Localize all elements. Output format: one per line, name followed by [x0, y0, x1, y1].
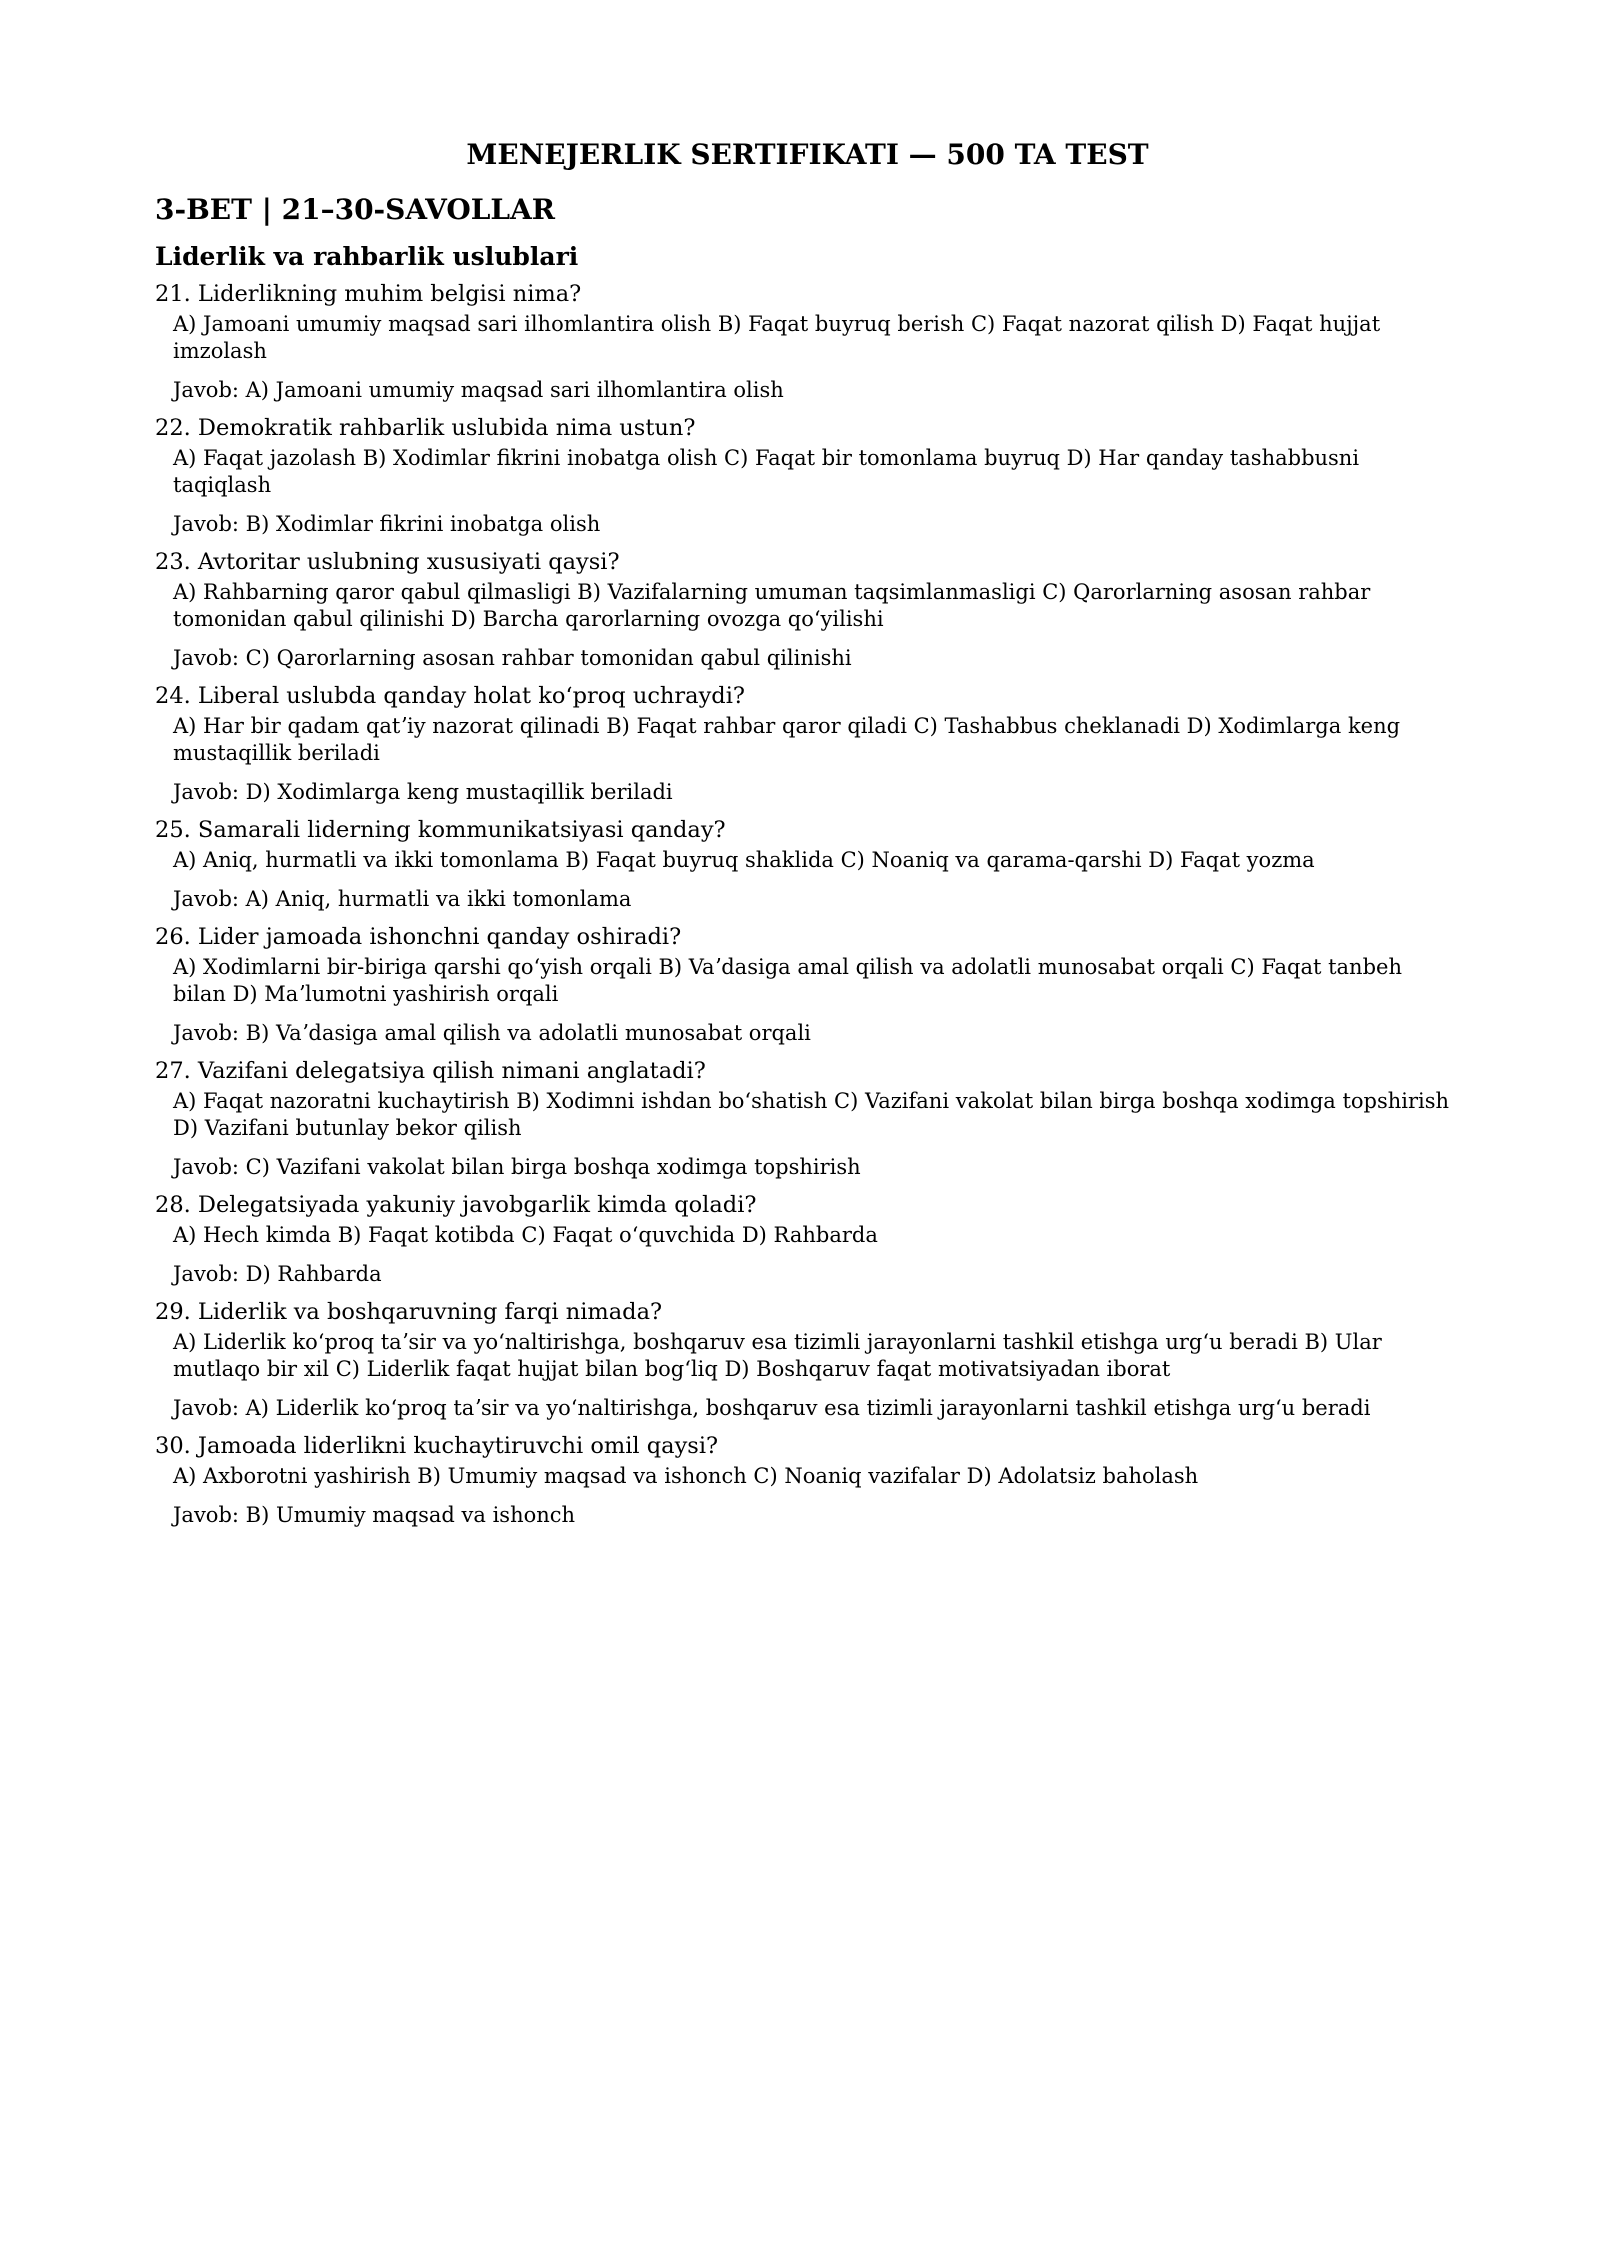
question-options: A) Har bir qadam qatʼiy nazorat qilinadi B) Faqat rahbar qaror qiladi C) Tashabbus cheklanadi D) Xodimlarga keng mustaqillik beriladi	[173, 714, 1401, 765]
document-title: MENEJERLIK SERTIFIKATI — 500 TA TEST	[466, 138, 1149, 171]
question-25	[155, 816, 1460, 913]
question-answer: Javob: C) Qarorlarning asosan rahbar tomonidan qabul qilinishi	[173, 646, 852, 670]
question-options: A) Jamoani umumiy maqsad sari ilhomlantira olish B) Faqat buyruq berish C) Faqat nazorat qilish D) Faqat hujjat imzolash	[173, 312, 1381, 363]
question-options: A) Faqat nazoratni kuchaytirish B) Xodimni ishdan boʻshatish C) Vazifani vakolat bilan birga boshqa xodimga topshirish D) Vazifani butunlay bekor qilish	[173, 1089, 1450, 1140]
question-answer: Javob: B) Vaʼdasiga amal qilish va adolatli munosabat orqali	[173, 1021, 811, 1045]
question-30	[155, 1432, 1460, 1529]
question-24	[155, 682, 1460, 806]
question-answer: Javob: B) Xodimlar fikrini inobatga olish	[173, 512, 601, 536]
question-options: A) Hech kimda B) Faqat kotibda C) Faqat oʻquvchida D) Rahbarda	[173, 1223, 878, 1247]
question-answer: Javob: D) Rahbarda	[173, 1262, 382, 1286]
question-options: A) Aniq, hurmatli va ikki tomonlama B) Faqat buyruq shaklida C) Noaniq va qarama-qarshi D) Faqat yozma	[173, 848, 1315, 872]
question-answer: Javob: A) Aniq, hurmatli va ikki tomonlama	[173, 887, 632, 911]
question-answer: Javob: A) Liderlik koʻproq taʼsir va yoʻnaltirishga, boshqaruv esa tizimli jarayonlarni tashkil etishga urgʻu beradi	[173, 1396, 1371, 1420]
topic-title: Liderlik va rahbarlik uslublari	[155, 242, 579, 271]
question-options: A) Faqat jazolash B) Xodimlar fikrini inobatga olish C) Faqat bir tomonlama buyruq D) Har qanday tashabbusni taqiqlash	[173, 446, 1360, 497]
question-text: 22. Demokratik rahbarlik uslubida nima ustun?	[155, 415, 696, 441]
document-page	[155, 138, 1460, 1539]
question-answer: Javob: C) Vazifani vakolat bilan birga boshqa xodimga topshirish	[173, 1155, 861, 1179]
question-22	[155, 414, 1460, 538]
question-options: A) Xodimlarni bir-biriga qarshi qoʻyish orqali B) Vaʼdasiga amal qilish va adolatli munosabat orqali C) Faqat tanbeh bilan D) Maʼlumotni yashirish orqali	[173, 955, 1402, 1006]
question-28	[155, 1191, 1460, 1288]
question-text: 23. Avtoritar uslubning xususiyati qaysi?	[155, 549, 620, 575]
question-options: A) Axborotni yashirish B) Umumiy maqsad va ishonch C) Noaniq vazifalar D) Adolatsiz baholash	[173, 1464, 1199, 1488]
question-text: 21. Liderlikning muhim belgisi nima?	[155, 281, 582, 307]
question-27	[155, 1057, 1460, 1181]
question-text: 27. Vazifani delegatsiya qilish nimani anglatadi?	[155, 1058, 706, 1084]
question-text: 29. Liderlik va boshqaruvning farqi nimada?	[155, 1299, 663, 1325]
question-answer: Javob: A) Jamoani umumiy maqsad sari ilhomlantira olish	[173, 378, 784, 402]
question-26	[155, 923, 1460, 1047]
question-23	[155, 548, 1460, 672]
section-title: 3-BET | 21–30-SAVOLLAR	[155, 193, 556, 226]
question-21	[155, 280, 1460, 404]
question-text: 30. Jamoada liderlikni kuchaytiruvchi omil qaysi?	[155, 1433, 719, 1459]
question-answer: Javob: D) Xodimlarga keng mustaqillik beriladi	[173, 780, 673, 804]
question-text: 28. Delegatsiyada yakuniy javobgarlik kimda qoladi?	[155, 1192, 757, 1218]
question-29	[155, 1298, 1460, 1422]
question-answer: Javob: B) Umumiy maqsad va ishonch	[173, 1503, 576, 1527]
question-text: 24. Liberal uslubda qanday holat koʻproq uchraydi?	[155, 683, 745, 709]
question-text: 26. Lider jamoada ishonchni qanday oshiradi?	[155, 924, 682, 950]
question-options: A) Liderlik koʻproq taʼsir va yoʻnaltirishga, boshqaruv esa tizimli jarayonlarni tashkil etishga urgʻu beradi B) Ular mutlaqo bir xil C) Liderlik faqat hujjat bilan bogʻliq D) Boshqaruv faqat motivatsiyadan iborat	[173, 1330, 1382, 1381]
question-options: A) Rahbarning qaror qabul qilmasligi B) Vazifalarning umuman taqsimlanmasligi C) Qarorlarning asosan rahbar tomonidan qabul qilinishi D) Barcha qarorlarning ovozga qoʻyilishi	[173, 580, 1371, 631]
question-text: 25. Samarali liderning kommunikatsiyasi qanday?	[155, 817, 726, 843]
